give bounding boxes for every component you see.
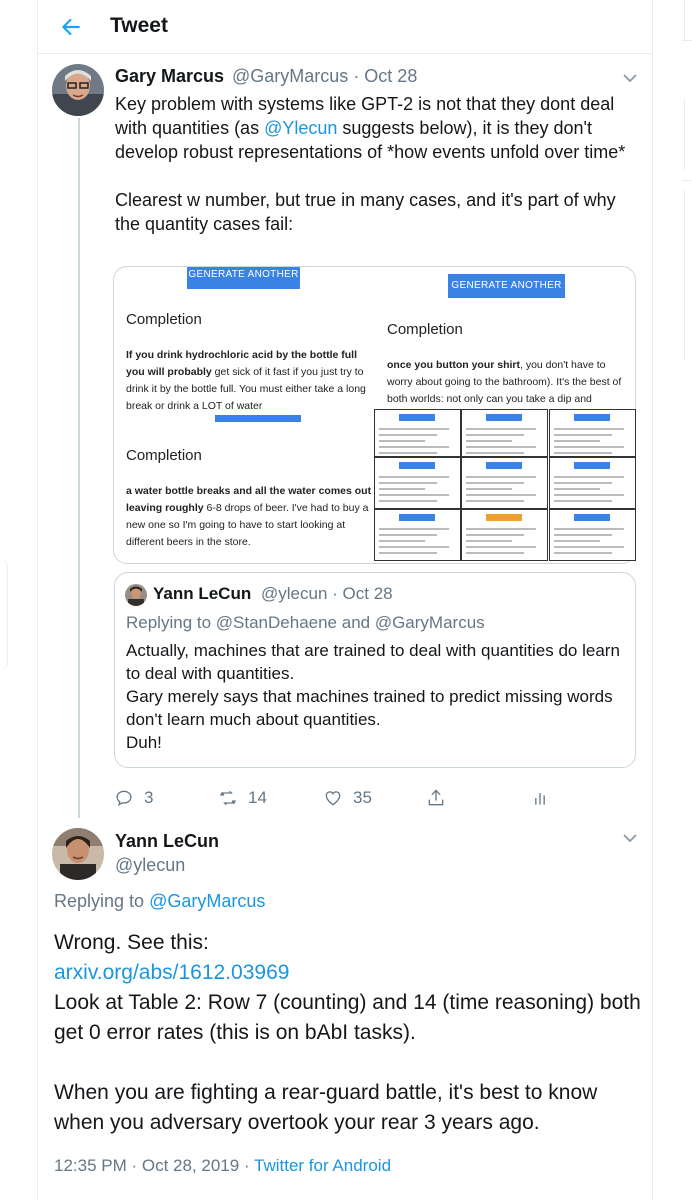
quote-line: Duh! [126,733,162,752]
mini-text-line [466,540,512,542]
page-title: Tweet [110,14,168,37]
mini-text-line [379,482,437,484]
replying-prefix: Replying to [126,613,216,632]
avatar [125,584,147,606]
avatar[interactable] [52,64,104,116]
mini-button [574,514,610,521]
tweet-text-paragraph: When you are fighting a rear-guard battle, it's best to know when you adversary overtook your rear 3 years ago. [54,1081,598,1134]
quote-line: Actually, machines that are trained to deal with quantities do learn to deal with quantities. [126,641,620,683]
mini-text-line [466,528,536,530]
mini-button [486,514,522,521]
mini-text-line [554,452,612,454]
mini-text-line [379,452,437,454]
quoted-tweet[interactable] [114,572,636,768]
tweet-timestamp[interactable]: 12:35 PM · Oct 28, 2019 · [54,1156,255,1175]
share-button[interactable] [426,786,456,810]
mini-text-line [379,494,449,496]
mini-screenshot-cell [549,409,636,457]
mini-text-line [466,488,512,490]
mini-text-line [466,494,536,496]
mini-text-line [554,552,612,554]
mini-text-line [379,434,437,436]
tweet-actions [114,786,634,810]
tweet-date[interactable]: · Oct 28 [353,66,418,86]
quote-line: Gary merely says that machines trained to predict missing words don't learn much about quantities. [126,687,613,729]
completion-prompt: If you drink hydrochloric acid by the bottle full you will probably [126,349,358,378]
mention-link[interactable]: @GaryMarcus [149,891,266,911]
mini-text-line [466,500,524,502]
mini-text-line [466,534,524,536]
tweet-meta [54,1156,391,1176]
tweet-text-line: Wrong. See this: [54,931,209,954]
mini-text-line [554,428,624,430]
like-button[interactable] [323,786,372,810]
mini-button [486,462,522,469]
mini-text-line [379,528,449,530]
column-border-right [652,0,653,1200]
reply-count: 3 [144,788,154,807]
mini-text-line [379,534,437,536]
handle-text: @GaryMarcus [232,66,349,86]
generate-another-button: GENERATE ANOTHER [448,274,565,298]
mini-text-line [554,476,624,478]
mini-text-line [554,446,624,448]
mini-text-line [554,494,624,496]
column-border-left [37,0,38,1200]
quoted-author-handle [261,584,393,604]
quoted-tweet-text [126,639,626,754]
mini-text-line [554,500,612,502]
replying-to-handles: @StanDehaene and @GaryMarcus [215,613,485,632]
tweet-date: · Oct 28 [332,584,393,603]
mini-text-line [554,488,600,490]
mini-text-line [379,488,425,490]
mini-text-line [466,546,536,548]
replying-prefix: Replying to [54,891,150,911]
mini-screenshot-cell [461,409,548,457]
tweet-text-line: Look at Table 2: Row 7 (counting) and 14 (time reasoning) both get 0 error rates (this is on bAbI tasks). [54,991,641,1044]
blue-bar [215,415,301,422]
chevron-down-icon[interactable] [622,832,638,844]
tweet-text-part: suggests below), it is they don't develop robust representations of *how events unfold over time* [115,118,626,162]
completion-output: , you don't have to worry about going to the bathroom). It's the best of both worlds: not only can you take a dip and [387,359,622,405]
quoted-author-name: Yann LeCun [153,584,252,603]
tweet-source[interactable]: Twitter for Android [254,1156,392,1175]
mini-text-line [466,440,512,442]
completion-title: Completion [126,311,202,328]
mini-text-line [379,440,425,442]
completion-text [126,347,378,415]
mini-text-line [466,452,524,454]
mini-screenshot-cell [374,509,461,561]
retweet-icon [218,788,238,808]
chevron-down-icon[interactable] [622,72,638,84]
mini-text-line [466,482,524,484]
mini-button [399,462,435,469]
mini-text-line [554,528,624,530]
completion-output: 6-8 drops of beer. I've had to buy a new one so I'm going to have to start looking at different beers in the store. [126,502,369,548]
arxiv-link[interactable]: arxiv.org/abs/1612.03969 [54,961,290,984]
mini-text-line [379,552,437,554]
heart-icon [323,788,343,808]
completion-title: Completion [387,321,463,338]
reply-icon [114,788,134,808]
reply-button[interactable] [114,786,153,810]
mini-text-line [379,476,449,478]
mini-button [574,462,610,469]
mini-screenshot-grid [374,409,636,561]
mini-text-line [379,428,449,430]
mini-screenshot-cell [461,457,548,509]
analytics-button[interactable] [530,786,560,810]
author-name[interactable]: Gary Marcus [115,66,225,86]
generate-another-button: GENERATE ANOTHER [187,266,300,289]
right-sidebar-edge [682,0,692,1200]
mini-button [399,414,435,421]
completion-prompt: once you button your shirt [387,359,520,371]
mini-text-line [379,540,425,542]
tweet-text-part: Key problem with systems like GPT-2 is not that they dont deal with quantities (as [115,94,615,138]
completion-prompt: a water bottle breaks and all the water comes out leaving roughly [126,485,372,514]
like-count: 35 [353,788,372,807]
mention-link[interactable]: @Ylecun [264,118,338,138]
mini-text-line [466,428,536,430]
tweet-text-paragraph: Clearest w number, but true in many cases, and it's part of why the quantity cases fail: [115,190,616,234]
page-header [38,0,652,54]
back-arrow-icon[interactable] [58,14,84,40]
mini-button [486,414,522,421]
author-handle[interactable]: @ylecun [115,855,186,875]
analytics-icon [530,788,550,808]
completion-text [126,483,378,551]
mini-text-line [466,476,536,478]
completion-output: get sick of it fast if you just try to drink it by the bottle full. You must either take a long break or drink a LOT of water [126,366,366,412]
left-sidebar-edge [0,560,8,670]
mini-button [574,414,610,421]
share-icon [426,788,446,808]
retweet-button[interactable] [218,786,267,810]
replying-to [126,613,485,633]
thread-line [78,118,80,818]
replying-to [54,891,265,912]
mini-screenshot-cell [374,409,461,457]
mini-text-line [379,546,449,548]
mini-text-line [466,552,524,554]
completion-title: Completion [126,447,202,464]
mini-text-line [554,482,612,484]
completion-text [387,357,629,408]
tweet-text [115,92,640,236]
mini-text-line [554,440,600,442]
handle-text: @ylecun [261,584,328,603]
mini-text-line [379,446,449,448]
mini-screenshot-cell [374,457,461,509]
mini-screenshot-cell [461,509,548,561]
author-handle[interactable] [232,66,417,87]
avatar[interactable] [52,828,104,880]
mini-text-line [554,540,600,542]
mini-screenshot-cell [549,509,636,561]
mini-screenshot-cell [549,457,636,509]
retweet-count: 14 [248,788,267,807]
tweet-text [54,928,644,1138]
mini-text-line [554,534,612,536]
mini-text-line [554,546,624,548]
mini-text-line [379,500,437,502]
mini-button [399,514,435,521]
mini-text-line [554,434,612,436]
author-name[interactable]: Yann LeCun [115,831,220,851]
mini-text-line [466,446,536,448]
mini-text-line [466,434,524,436]
